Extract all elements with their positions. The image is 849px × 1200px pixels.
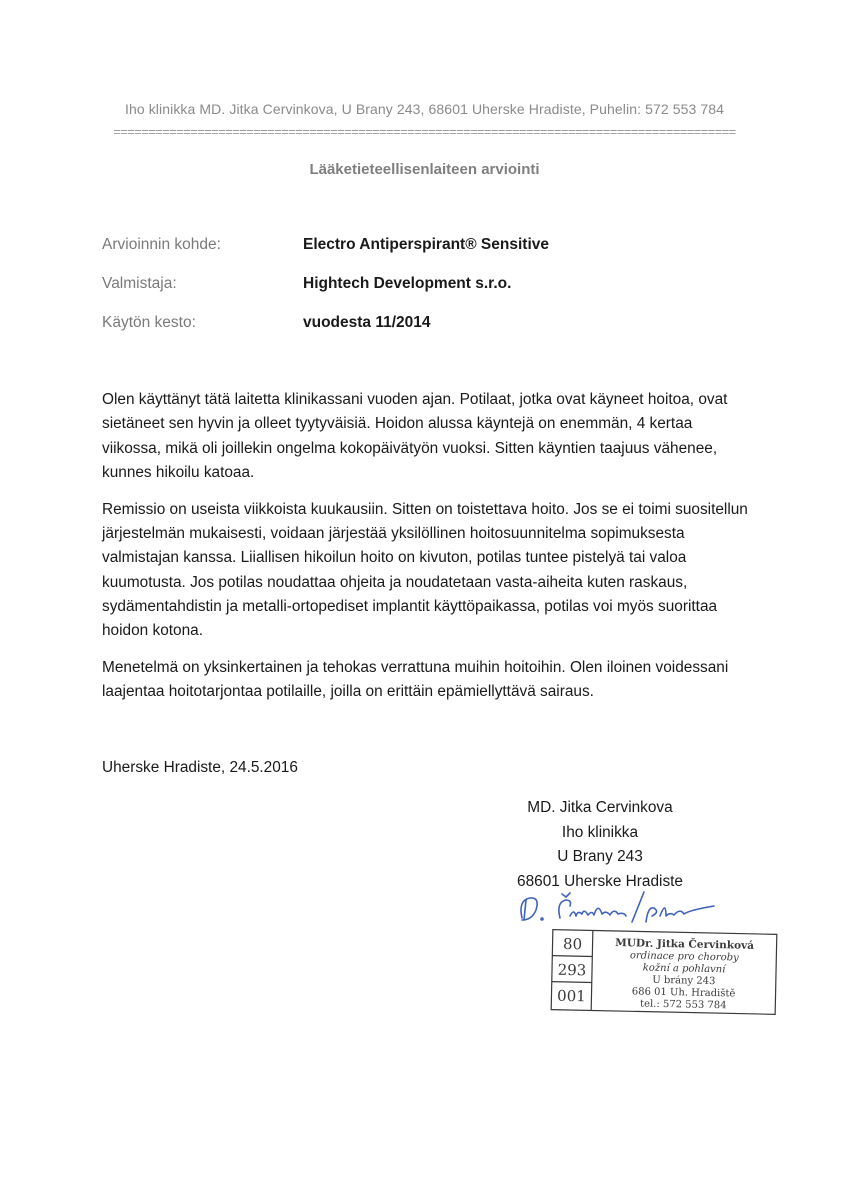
stamp-number: 80 [562,934,583,954]
signatory-name: MD. Jitka Cervinkova [527,799,673,816]
signatory-block [500,796,700,894]
signatory-street: U Brany 243 [557,848,643,865]
paragraph: Remissio on useista viikkoista kuukausiin. Sitten on toistettava hoito. Jos se ei toimi suositellun järjestelmän mukaisesti, voidaan järjestää yksilöllinen hoitosuunnitelma sopimuksesta valmistajan kanssa. Liiallisen hikoilun hoito on kivuton, potilas tuntee pistelyä tai valoa kuumotusta. Jos potilas noudattaa ohjeita ja noudatetaan vasta-aiheita kuten raskaus, sydämentahdistin ja metalli-ortopediset implantit käyttöpaikassa, potilas voi myös suorittaa hoidon kotona. [102,500,748,640]
info-row-manufacturer [102,275,742,314]
place-and-date: Uherske Hradiste, 24.5.2016 [102,759,298,776]
signatory-city: 68601 Uherske Hradiste [517,872,683,890]
letterhead: Iho klinikka MD. Jitka Cervinkova, U Brany 243, 68601 Uherske Hradiste, Puhelin: 572 553 784 [124,101,725,117]
info-value: Electro Antiperspirant® Sensitive [303,236,549,253]
stamp-line: U brány 243 [652,974,716,988]
signatory-clinic: Iho klinikka [561,823,639,841]
document-title: Lääketieteellisenlaiteen arviointi [309,161,540,178]
stamp-number: 293 [557,960,587,980]
info-label: Käytön kesto: [102,314,196,331]
body-text [102,388,752,717]
info-value: Hightech Development s.r.o. [303,275,512,292]
stamp-line: 686 01 Uh. Hradiště [631,986,736,1000]
info-value: vuodesta 11/2014 [303,314,431,331]
paragraph: Olen käyttänyt tätä laitetta klinikassani vuoden ajan. Potilaat, jotka ovat käyneet hoitoa, ovat sietäneet sen hyvin ja olleet tyytyväisiä. Hoidon alussa käyntejä on enemmän, 4 kertaa viikossa, mikä oli joillekin ongelma kokopäivätyön vuoksi. Sitten käyntien taajuus vähenee, kunnes hikoilu katoaa. [102,391,728,481]
stamp-line: ordinace pro choroby [629,950,739,964]
info-label: Valmistaja: [102,275,177,292]
stamp-line: tel.: 572 553 784 [639,998,727,1012]
stamp-line: kožní a pohlavní [642,962,726,976]
stamp-line: MUDr. Jitka Červinková [615,936,755,952]
info-row-duration [102,314,742,353]
info-row-subject [102,236,742,275]
paragraph: Menetelmä on yksinkertainen ja tehokas verrattuna muihin hoitoihin. Olen iloinen voidessani laajentaa hoitotarjontaa potilaille, joilla on erittäin epämiellyttävä sairaus. [102,658,729,701]
info-table [102,236,742,353]
info-label: Arvioinnin kohde: [102,236,221,253]
handwritten-signature [514,888,734,932]
stamp-number: 001 [556,986,586,1006]
separator-line: ========================================================================================= [113,124,736,139]
official-stamp [548,928,780,1016]
